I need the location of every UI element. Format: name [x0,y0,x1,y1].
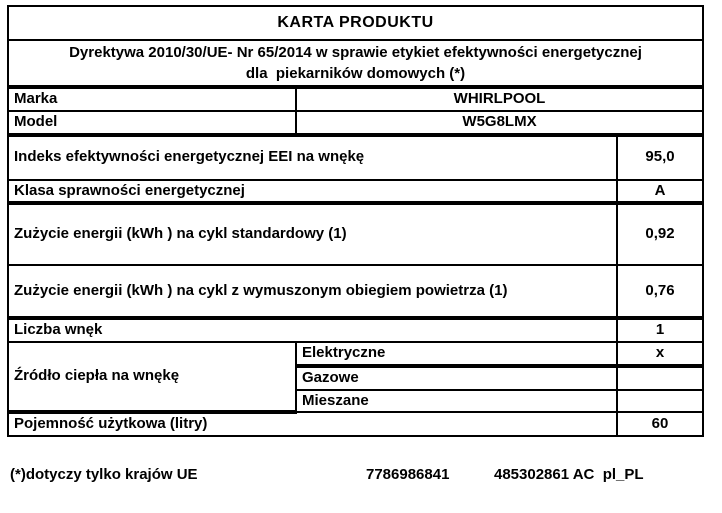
volume-value: 60 [617,412,703,436]
spec-label: Zużycie energii (kWh ) na cykl standardowy (1) [8,203,617,265]
volume-row [8,412,703,436]
directive-line2: dla piekarników domowych (*) [245,65,466,82]
footer [10,466,715,488]
spec-row-energy-forced-air [8,265,703,318]
product-card-table [7,5,704,437]
spec-label: Liczba wnęk [8,318,617,342]
footer-code-2: 485302861 AC pl_PL [494,466,644,483]
spec-value: A [617,180,703,204]
spec-value: 1 [617,318,703,342]
footer-code-1: 7786986841 [366,466,450,483]
heat-option-label: Gazowe [296,366,617,390]
brand-value: WHIRLPOOL [296,87,703,111]
spec-value: 0,76 [617,265,703,318]
spec-row-eei [8,135,703,180]
heat-option-label: Mieszane [296,390,617,413]
spec-label: Klasa sprawności energetycznej [8,180,617,204]
heat-option-mark: x [617,342,703,366]
directive-line1: Dyrektywa 2010/30/UE- Nr 65/2014 w sprawie etykiet efektywności energetycznej [69,44,642,61]
spec-label: Indeks efektywności energetycznej EEI na wnękę [8,135,617,180]
brand-row [8,87,703,111]
brand-label: Marka [8,87,296,111]
spec-row-energy-class [8,180,703,204]
heat-source-label: Źródło ciepła na wnękę [8,342,296,412]
spec-row-energy-standard [8,203,703,265]
volume-label: Pojemność użytkowa (litry) [8,412,617,436]
heat-option-mark [617,366,703,390]
title-row [8,6,703,40]
directive-row [8,40,703,87]
heat-option-label: Elektryczne [296,342,617,366]
spec-value: 0,92 [617,203,703,265]
model-row [8,111,703,135]
model-value: W5G8LMX [296,111,703,135]
heat-source-row-electric [8,342,703,366]
model-label: Model [8,111,296,135]
spec-row-cavities [8,318,703,342]
footer-note: (*)dotyczy tylko krajów UE [10,466,198,483]
page-title: KARTA PRODUKTU [8,6,703,40]
spec-value: 95,0 [617,135,703,180]
heat-option-mark [617,390,703,413]
directive-text [8,40,703,87]
spec-label: Zużycie energii (kWh ) na cykl z wymuszonym obiegiem powietrza (1) [8,265,617,318]
